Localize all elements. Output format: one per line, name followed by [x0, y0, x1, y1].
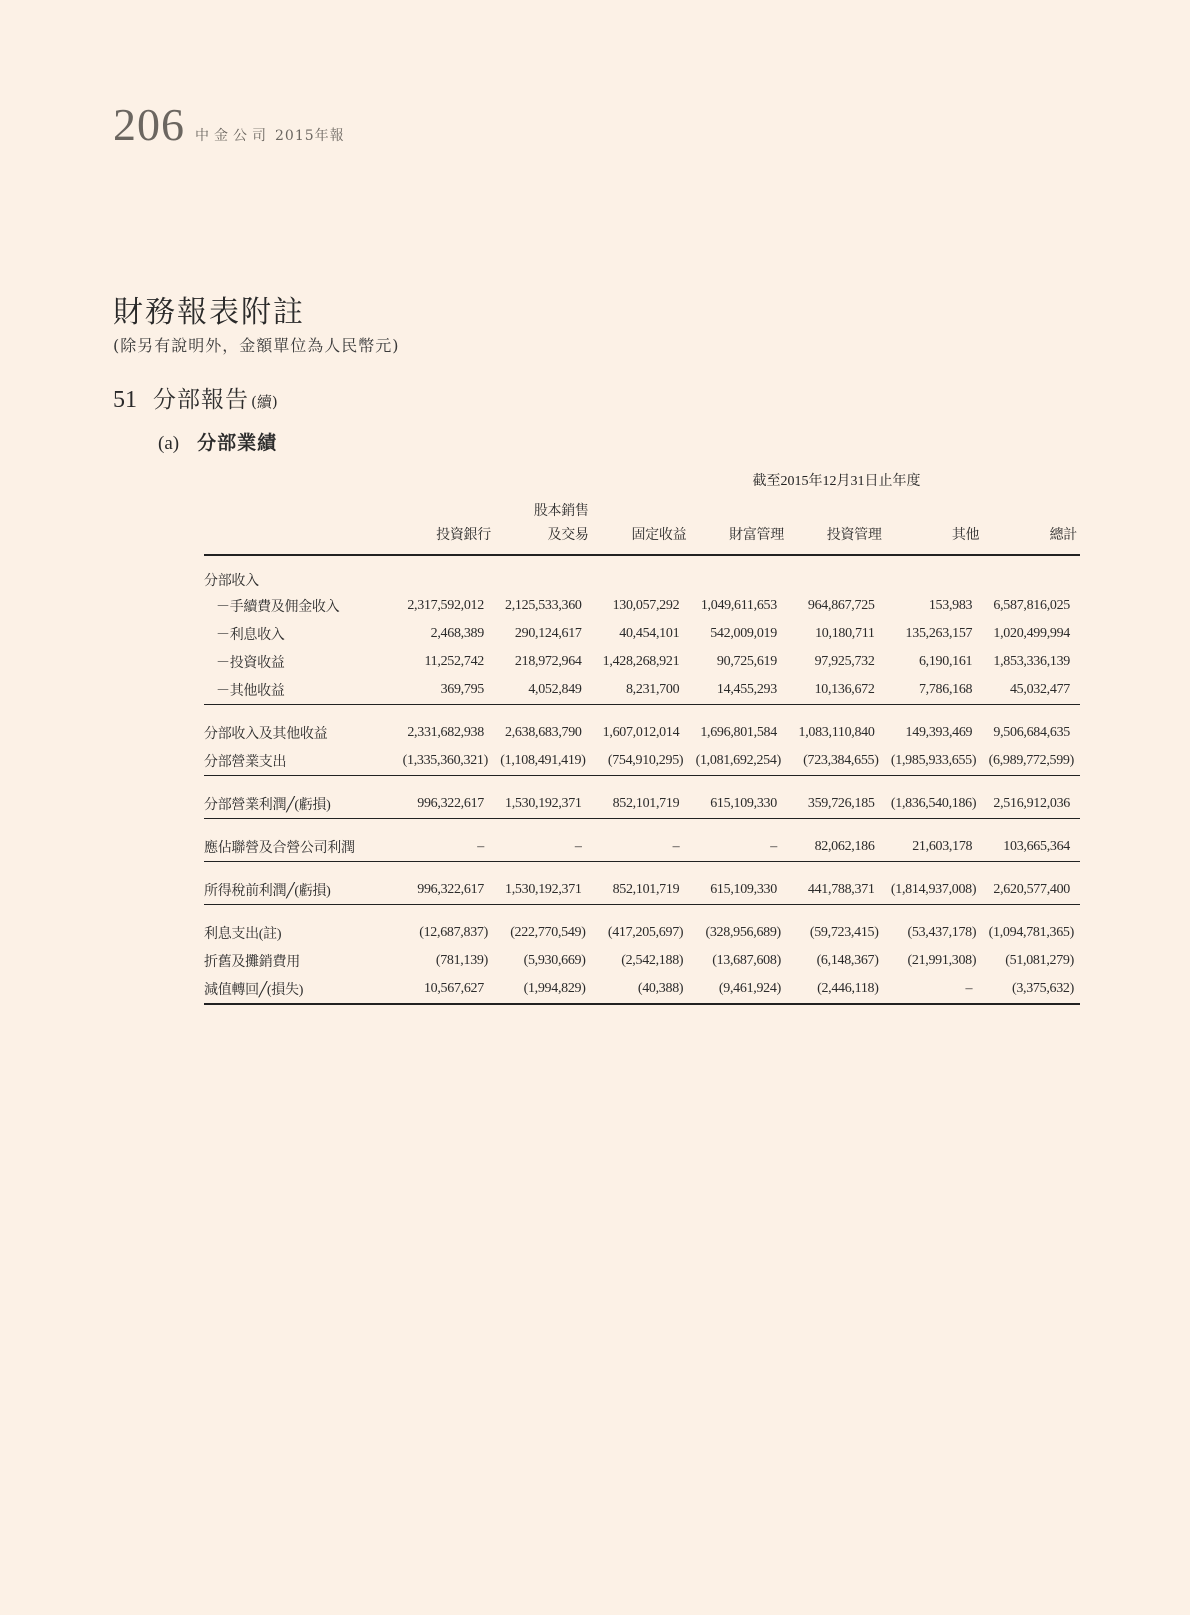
value-cell: (1,081,692,254) [689, 747, 787, 776]
segment-results-table-wrap [204, 470, 1080, 1005]
row-label: 分部營業支出 [204, 747, 396, 776]
value-cell: 290,124,617 [514, 626, 582, 641]
value-cell: 130,057,292 [612, 598, 680, 613]
value-cell: (1,994,829) [494, 975, 592, 1004]
table-row [204, 790, 1080, 819]
report-name: 中金公司 [195, 128, 271, 144]
section-continued: (續) [251, 393, 278, 411]
row-label: 利息支出(註) [204, 927, 282, 942]
value-cell: (6,989,772,599) [982, 747, 1080, 776]
column-header: 財富管理 [689, 490, 787, 555]
value-cell: 2,638,683,790 [505, 725, 582, 740]
table-row [204, 947, 1080, 975]
value-cell: 6,587,816,025 [993, 598, 1070, 613]
subsection-label: (a) [158, 433, 180, 454]
value-cell: 21,603,178 [885, 833, 983, 862]
value-cell: 9,506,684,635 [993, 725, 1070, 740]
value-cell: – [494, 833, 592, 862]
row-label: －手續費及佣金收入 [216, 600, 340, 615]
value-cell: 369,795 [396, 676, 494, 705]
report-year: 2015年報 [275, 128, 345, 144]
page-header [113, 98, 345, 151]
value-cell: – [396, 833, 494, 862]
value-cell: 852,101,719 [592, 790, 690, 819]
row-label: －投資收益 [216, 656, 285, 671]
document-subtitle: (除另有說明外，金額單位為人民幣元) [113, 336, 400, 355]
value-cell: 359,726,185 [787, 790, 885, 819]
value-cell: 218,972,964 [514, 654, 582, 669]
table-row [204, 975, 1080, 1004]
value-cell: 2,620,577,400 [982, 876, 1080, 905]
value-cell: (417,205,697) [607, 925, 684, 940]
value-cell: (781,139) [435, 953, 488, 968]
value-cell: 1,696,801,584 [700, 725, 777, 740]
row-label: －利息收入 [216, 628, 285, 643]
value-cell: 2,468,389 [430, 626, 484, 641]
spacer-cell [204, 776, 1080, 791]
row-label: 應佔聯營及合營公司利潤 [204, 833, 396, 862]
value-cell: 1,020,499,994 [993, 626, 1070, 641]
value-cell: (1,814,937,008) [885, 876, 983, 905]
value-cell: 1,607,012,014 [602, 725, 680, 740]
value-cell: (3,375,632) [982, 975, 1080, 1004]
spacer-cell [204, 862, 1080, 877]
table-row [204, 876, 1080, 905]
subsection-title: 分部業績 [197, 432, 278, 454]
row-label: 折舊及攤銷費用 [204, 955, 300, 970]
value-cell: 153,983 [928, 598, 973, 613]
value-cell: (328,956,689) [705, 925, 781, 940]
value-cell: 2,125,533,360 [505, 598, 582, 613]
table-row [204, 648, 1080, 676]
value-cell: 2,331,682,938 [407, 725, 484, 740]
page-number: 206 [113, 99, 185, 150]
value-cell: 1,853,336,139 [993, 654, 1070, 669]
spacer-cell [204, 705, 1080, 720]
table-header-row [204, 490, 1080, 555]
column-header: 投資管理 [787, 490, 885, 555]
value-cell: 8,231,700 [592, 676, 690, 705]
column-header-label [204, 490, 396, 555]
value-cell: 1,530,192,371 [494, 790, 592, 819]
value-cell: – [885, 975, 983, 1004]
value-cell: (51,081,279) [1005, 953, 1074, 968]
section-heading [113, 381, 278, 414]
section-number: 51 [113, 387, 137, 413]
value-cell: (9,461,924) [689, 975, 787, 1004]
group-title-row [204, 555, 1080, 592]
value-cell: (40,388) [592, 975, 690, 1004]
value-cell: 852,101,719 [592, 876, 690, 905]
value-cell: (59,723,415) [809, 925, 879, 940]
value-cell: 996,322,617 [396, 876, 494, 905]
row-label: 減值轉回╱(損失) [204, 975, 396, 1004]
table-row [204, 676, 1080, 705]
value-cell: 1,049,611,653 [700, 598, 777, 613]
value-cell: 1,083,110,840 [798, 725, 875, 740]
value-cell: (2,542,188) [621, 953, 684, 968]
value-cell: 1,428,268,921 [602, 654, 680, 669]
row-label: －其他收益 [204, 676, 396, 705]
value-cell: 40,454,101 [619, 626, 680, 641]
value-cell: 45,032,477 [982, 676, 1080, 705]
value-cell: (2,446,118) [787, 975, 885, 1004]
table-row [204, 833, 1080, 862]
value-cell: (1,094,781,365) [988, 925, 1074, 940]
value-cell: 542,009,019 [710, 626, 777, 641]
column-header: 股本銷售 及交易 [494, 490, 592, 555]
value-cell: 1,530,192,371 [494, 876, 592, 905]
value-cell: (21,991,308) [907, 953, 977, 968]
table-body [204, 555, 1080, 1004]
value-cell: 4,052,849 [494, 676, 592, 705]
value-cell: (53,437,178) [907, 925, 977, 940]
value-cell: 11,252,742 [424, 654, 484, 669]
table-row [204, 592, 1080, 620]
column-header: 其他 [885, 490, 983, 555]
value-cell: (1,836,540,186) [885, 790, 983, 819]
value-cell: (5,930,669) [523, 953, 586, 968]
value-cell: 7,786,168 [885, 676, 983, 705]
spacer-cell [204, 819, 1080, 834]
value-cell: (6,148,367) [816, 953, 879, 968]
spacer-cell [204, 905, 1080, 920]
value-cell: 149,393,469 [905, 725, 973, 740]
row-label: 分部營業利潤╱(虧損) [204, 790, 396, 819]
spacer-row [204, 776, 1080, 791]
value-cell: 615,109,330 [689, 790, 787, 819]
value-cell: 10,180,711 [815, 626, 875, 641]
value-cell: 14,455,293 [689, 676, 787, 705]
value-cell: 103,665,364 [982, 833, 1080, 862]
value-cell: 97,925,732 [814, 654, 875, 669]
document-title: 財務報表附註 [113, 295, 305, 330]
column-header: 投資銀行 [396, 490, 494, 555]
value-cell: 90,725,619 [716, 654, 777, 669]
spacer-row [204, 705, 1080, 720]
row-label: 分部收入及其他收益 [204, 727, 328, 742]
spacer-row [204, 819, 1080, 834]
value-cell: 10,136,672 [787, 676, 885, 705]
value-cell: (1,335,360,321) [396, 747, 494, 776]
value-cell: 441,788,371 [787, 876, 885, 905]
value-cell: – [689, 833, 787, 862]
segment-results-table [204, 490, 1080, 1005]
value-cell: (1,985,933,655) [885, 747, 983, 776]
value-cell: 964,867,725 [807, 598, 875, 613]
value-cell: 10,567,627 [396, 975, 494, 1004]
value-cell: 615,109,330 [689, 876, 787, 905]
value-cell: 996,322,617 [396, 790, 494, 819]
value-cell: 2,317,592,012 [407, 598, 484, 613]
table-row [204, 919, 1080, 947]
column-header: 總計 [982, 490, 1080, 555]
subsection-heading [158, 428, 277, 455]
spacer-row [204, 862, 1080, 877]
table-row [204, 747, 1080, 776]
value-cell: (12,687,837) [419, 925, 488, 940]
value-cell: (222,770,549) [510, 925, 586, 940]
section-title: 分部報告 [153, 387, 249, 413]
table-row [204, 719, 1080, 747]
value-cell: (1,108,491,419) [494, 747, 592, 776]
spacer-row [204, 905, 1080, 920]
value-cell: 6,190,161 [918, 654, 973, 669]
table-row [204, 620, 1080, 648]
value-cell: (723,384,655) [787, 747, 885, 776]
value-cell: – [592, 833, 690, 862]
value-cell: 2,516,912,036 [982, 790, 1080, 819]
value-cell: 135,263,157 [905, 626, 973, 641]
value-cell: (754,910,295) [592, 747, 690, 776]
value-cell: 82,062,186 [787, 833, 885, 862]
value-cell: (13,687,608) [712, 953, 781, 968]
column-header: 固定收益 [592, 490, 690, 555]
period-header: 截至2015年12月31日止年度 [752, 474, 921, 489]
row-label: 所得稅前利潤╱(虧損) [204, 876, 396, 905]
group-title: 分部收入 [204, 574, 259, 589]
